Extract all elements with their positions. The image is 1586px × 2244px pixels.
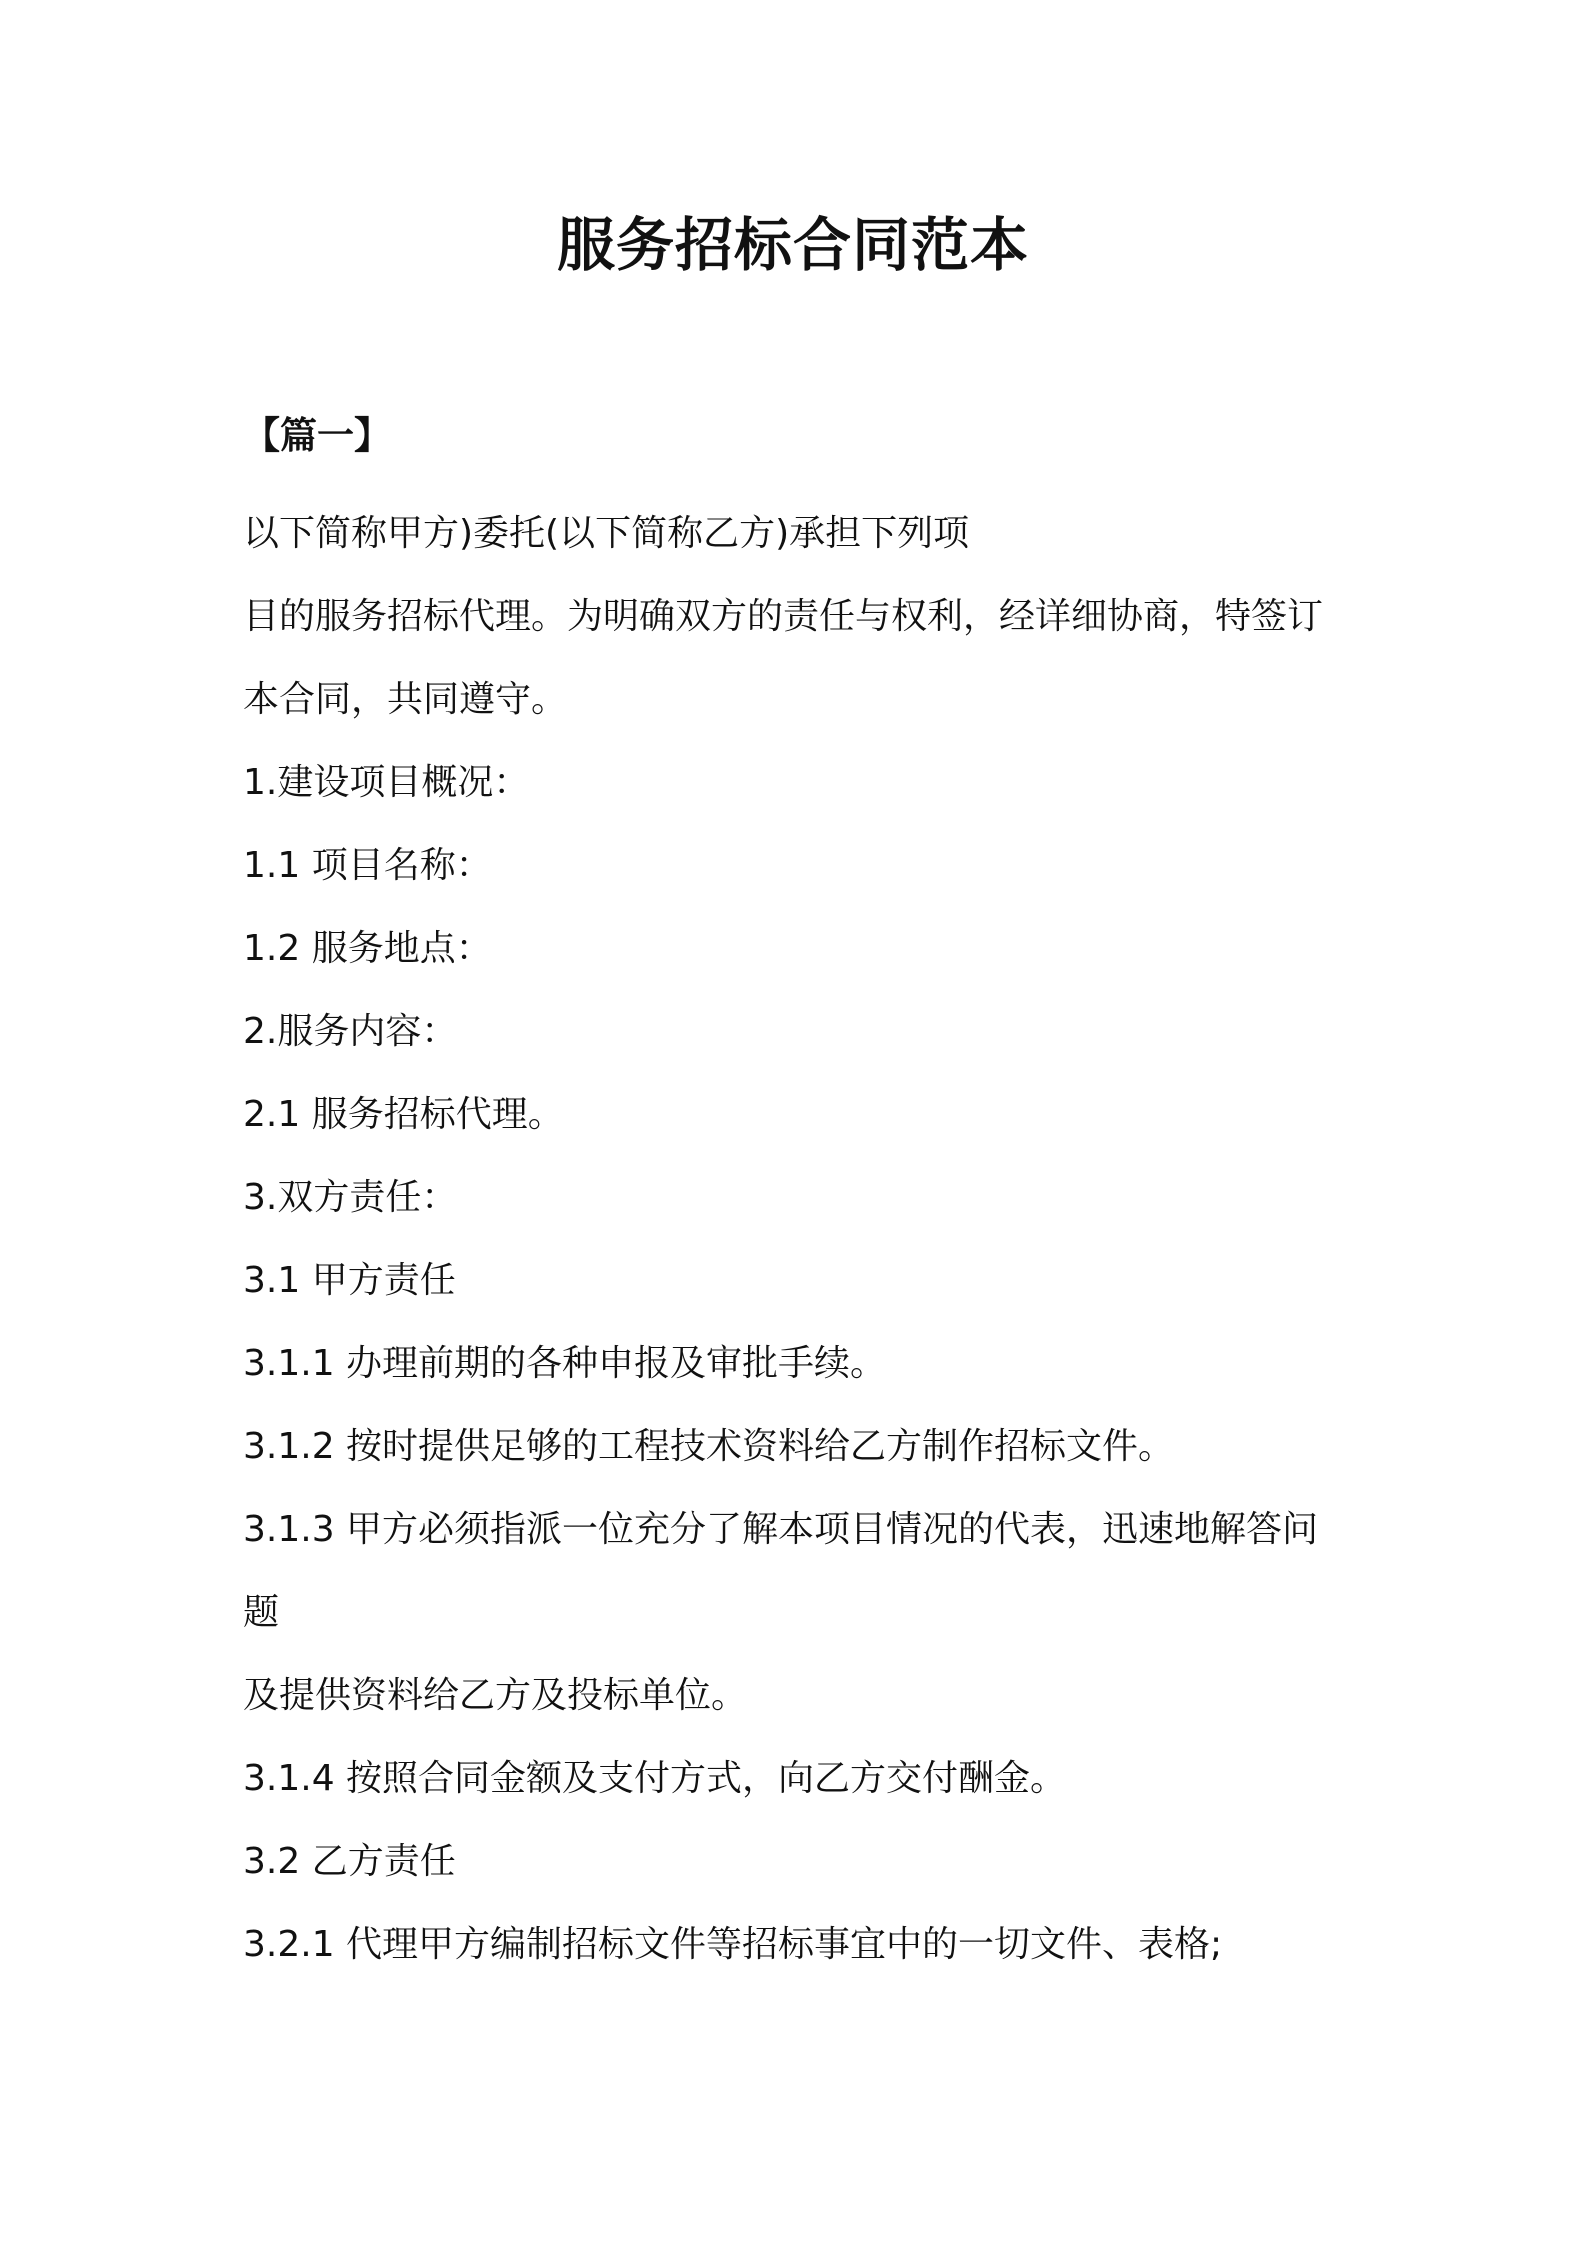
clause-line: 3.1.4 按照合同金额及支付方式，向乙方交付酬金。 (243, 1758, 1067, 1799)
clause-line: 3.2.1 代理甲方编制招标文件等招标事宜中的一切文件、表格; (243, 1924, 1223, 1965)
clause-line: 1.2 服务地点： (243, 928, 492, 969)
paragraph-line: 目的服务招标代理。为明确双方的责任与权利，经详细协商，特签订 (243, 596, 1324, 637)
clause-line: 题 (243, 1592, 280, 1633)
document-title: 服务招标合同范本 (556, 211, 1029, 279)
document-body (243, 492, 1373, 1986)
clause-heading: 3.双方责任： (243, 1177, 458, 1218)
paragraph-line: 以下简称甲方)委托(以下简称乙方)承担下列项 (243, 513, 970, 554)
clause-line: 3.1.3 甲方必须指派一位充分了解本项目情况的代表，迅速地解答问 (243, 1509, 1319, 1550)
clause-heading: 1.建设项目概况： (243, 762, 530, 803)
paragraph-line: 本合同，共同遵守。 (243, 679, 568, 720)
clause-line: 1.1 项目名称： (243, 845, 492, 886)
clause-line: 2.1 服务招标代理。 (243, 1094, 564, 1135)
clause-line: 3.2 乙方责任 (243, 1841, 456, 1882)
clause-heading: 2.服务内容： (243, 1011, 458, 1052)
clause-line: 3.1.2 按时提供足够的工程技术资料给乙方制作招标文件。 (243, 1426, 1175, 1467)
section-label: 【篇一】 (243, 414, 391, 457)
clause-line: 及提供资料给乙方及投标单位。 (243, 1675, 748, 1716)
clause-line: 3.1.1 办理前期的各种申报及审批手续。 (243, 1343, 887, 1384)
clause-line: 3.1 甲方责任 (243, 1260, 456, 1301)
